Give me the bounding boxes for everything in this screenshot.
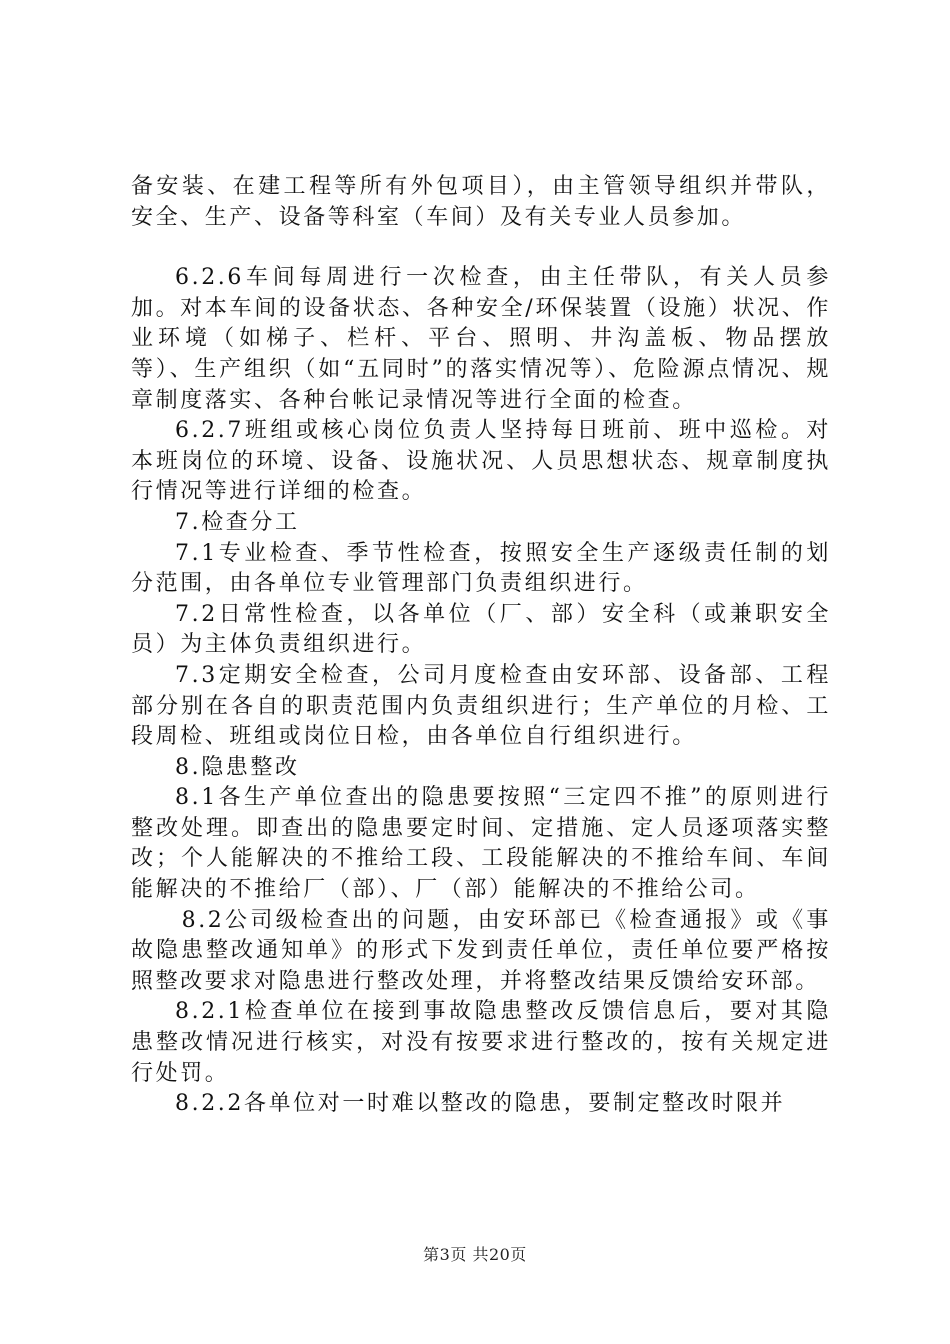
paragraph-7-2: 7.2日常性检查，以各单位（厂、部）安全科（或兼职安全员）为主体负责组织进行。 bbox=[131, 601, 831, 658]
paragraph-6-2-6: 6.2.6车间每周进行一次检查，由主任带队，有关人员参加。对本车间的设备状态、各种安全/环保装置（设施）状况、作业环境（如梯子、栏杆、平台、照明、井沟盖板、物品摆放等）、生产组织（如“五同时”的落实情况等）、危险源点情况、规章制度落实、各种台帐记录情况等进行全面的检查。 bbox=[131, 265, 831, 413]
paragraph-7-1: 7.1专业检查、季节性检查，按照安全生产逐级责任制的划分范围，由各单位专业管理部门负责组织进行。 bbox=[131, 540, 831, 597]
paragraph-6-2-7: 6.2.7班组或核心岗位负责人坚持每日班前、班中巡检。对本班岗位的环境、设备、设施状况、人员思想状态、规章制度执行情况等进行详细的检查。 bbox=[131, 418, 831, 505]
paragraph-continuation: 备安装、在建工程等所有外包项目），由主管领导组织并带队，安全、生产、设备等科室（车间）及有关专业人员参加。 bbox=[131, 174, 831, 230]
paragraph-8-2: 8.2公司级检查出的问题，由安环部已《检查通报》或《事故隐患整改通知单》的形式下发到责任单位，责任单位要严格按照整改要求对隐患进行整改处理，并将整改结果反馈给安环部。 bbox=[131, 907, 831, 994]
document-body bbox=[131, 172, 831, 1120]
paragraph-8-1: 8.1各生产单位查出的隐患要按照“三定四不推”的原则进行整改处理。即查出的隐患要定时间、定措施、定人员逐项落实整改；个人能解决的不推给工段、工段能解决的不推给车间、车间能解决的不推给厂（部）、厂（部）能解决的不推给公司。 bbox=[131, 785, 831, 903]
paragraph-8-2-2: 8.2.2各单位对一时难以整改的隐患，要制定整改时限并 bbox=[175, 1091, 786, 1117]
section-heading-8: 8.隐患整改 bbox=[175, 754, 300, 780]
section-heading-7: 7.检查分工 bbox=[175, 509, 300, 535]
page-number-footer: 第3页 共20页 bbox=[423, 1245, 527, 1264]
paragraph-7-3: 7.3定期安全检查，公司月度检查由安环部、设备部、工程部分别在各自的职责范围内负责组织进行；生产单位的月检、工段周检、班组或岗位日检，由各单位自行组织进行。 bbox=[131, 662, 831, 750]
paragraph-8-2-1: 8.2.1检查单位在接到事故隐患整改反馈信息后，要对其隐患整改情况进行核实，对没有按要求进行整改的，按有关规定进行处罚。 bbox=[131, 999, 831, 1086]
